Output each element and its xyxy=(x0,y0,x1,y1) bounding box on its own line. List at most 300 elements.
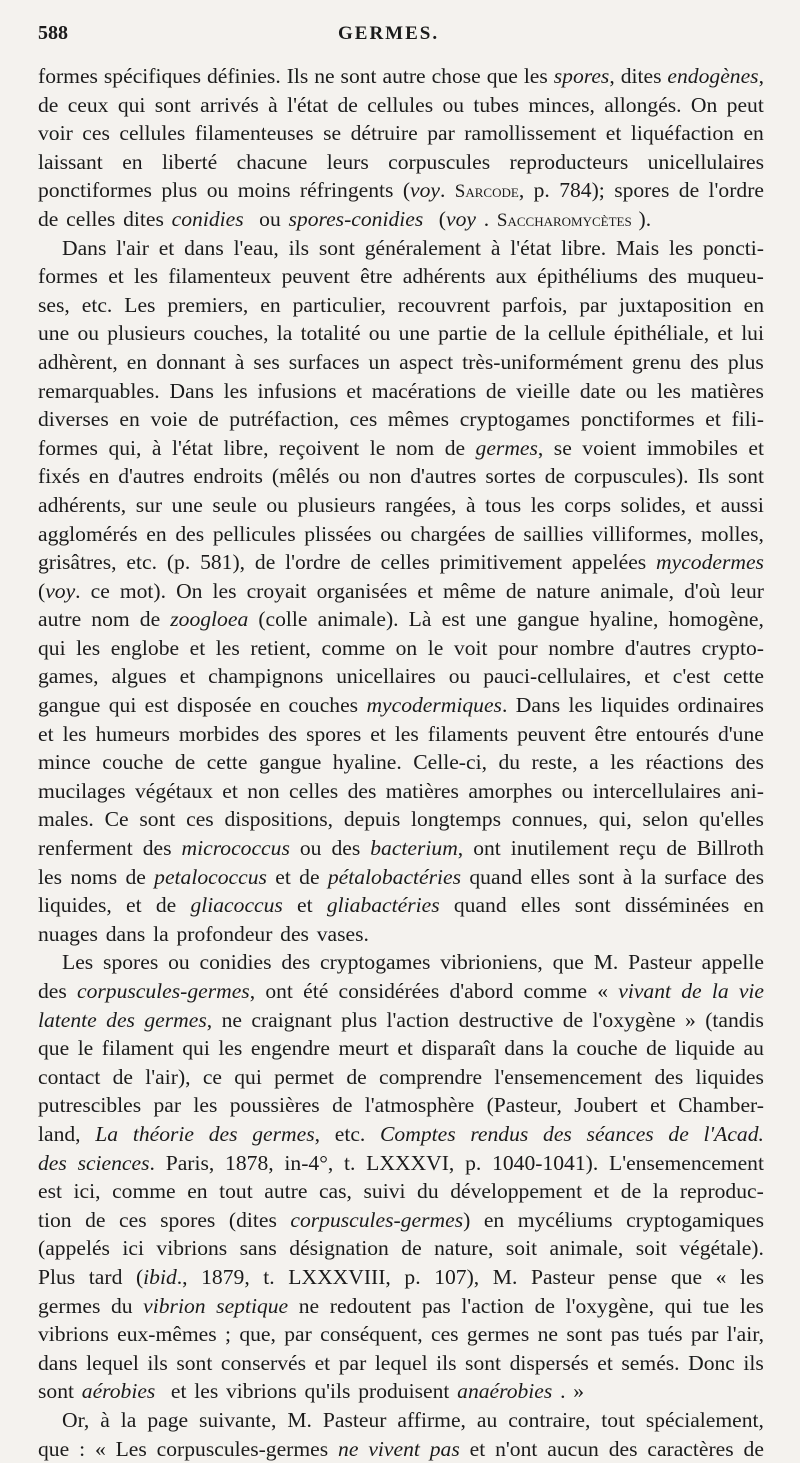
word: ont xyxy=(265,977,293,1006)
word: ils xyxy=(436,1349,456,1378)
word: unicellulaires xyxy=(648,148,764,177)
word: autre xyxy=(264,1177,307,1206)
word: corpuscules-germes) xyxy=(290,1206,470,1235)
word: solides, xyxy=(621,491,686,520)
text-line xyxy=(38,119,764,148)
word: plusieurs xyxy=(298,491,376,520)
word: 1040-1041). xyxy=(492,1149,598,1178)
word xyxy=(172,205,252,234)
word: à xyxy=(466,491,476,520)
word: et xyxy=(644,662,660,691)
word: Paris, xyxy=(166,1149,215,1178)
word: humeurs xyxy=(96,720,170,749)
word: libre. xyxy=(561,234,606,263)
word: sont xyxy=(465,1349,501,1378)
word: l'air, xyxy=(727,1320,764,1349)
word: peuvent xyxy=(517,720,585,749)
word: et xyxy=(417,577,433,606)
word: d'abord xyxy=(449,977,513,1006)
word: formes xyxy=(38,262,98,291)
word: vibrions xyxy=(226,1377,297,1406)
word: de xyxy=(646,1034,666,1063)
word: de xyxy=(140,605,160,634)
word xyxy=(681,977,701,1006)
word: tubes xyxy=(473,91,519,120)
word: endroits xyxy=(193,462,263,491)
word: des xyxy=(143,834,172,863)
word: arrivés xyxy=(200,91,259,120)
word: (Pasteur, xyxy=(487,1091,562,1120)
word: molles, xyxy=(701,520,764,549)
word: ou xyxy=(168,948,190,977)
word: » xyxy=(685,1006,696,1035)
word: pellicules xyxy=(213,520,296,549)
italic-text: petalococcus xyxy=(154,865,267,889)
word: date xyxy=(580,377,616,406)
word: ne xyxy=(299,1292,319,1321)
italic-text: Comptes xyxy=(380,1122,456,1146)
italic-text: anaérobies xyxy=(457,1379,552,1403)
word: à xyxy=(491,234,501,263)
word: engendre xyxy=(251,1034,330,1063)
word: désignation xyxy=(289,1234,389,1263)
word: sont xyxy=(728,462,764,491)
text-line xyxy=(38,977,764,1006)
italic-text: germes xyxy=(252,1122,314,1146)
word: On xyxy=(176,577,202,606)
word: les xyxy=(213,577,237,606)
word: en xyxy=(743,119,763,148)
word: ou xyxy=(449,662,471,691)
word: chacune xyxy=(237,148,308,177)
word: animale). xyxy=(318,605,399,634)
word: craignant xyxy=(251,1006,331,1035)
text-line xyxy=(38,377,764,406)
word: semés. xyxy=(621,1349,679,1378)
word: sont xyxy=(38,1377,74,1406)
word: reçoivent xyxy=(279,434,359,463)
text-line xyxy=(38,491,764,520)
word: nature, xyxy=(434,1234,493,1263)
word: land, xyxy=(38,1120,81,1149)
word: gangue xyxy=(38,691,100,720)
italic-text: spores-conidies xyxy=(289,207,424,231)
word: qui xyxy=(109,691,137,720)
text-line xyxy=(38,834,764,863)
word: en xyxy=(744,291,764,320)
italic-text: bacterium xyxy=(370,836,458,860)
word: couche xyxy=(576,1034,637,1063)
word: les xyxy=(531,491,555,520)
word: plissées xyxy=(304,520,371,549)
word: que xyxy=(553,948,584,977)
word: spores xyxy=(614,176,669,205)
word: même xyxy=(443,577,496,606)
text-line xyxy=(38,1149,764,1178)
word: filament xyxy=(102,1034,174,1063)
word: tout xyxy=(601,1406,635,1435)
word: de xyxy=(621,1177,641,1206)
word: immobiles xyxy=(647,434,738,463)
word: de xyxy=(255,548,275,577)
text-line xyxy=(38,805,764,834)
word: Pasteur xyxy=(628,948,692,977)
word: matières xyxy=(386,777,459,806)
word: ses xyxy=(253,348,279,377)
word: définies. xyxy=(207,62,281,91)
word xyxy=(368,1435,420,1463)
word: nombre xyxy=(548,634,614,663)
word: réactions xyxy=(646,748,724,777)
word: 1879, xyxy=(201,1263,250,1292)
word: etc. xyxy=(126,548,157,577)
word: muqueu- xyxy=(687,262,764,291)
word: et xyxy=(297,891,313,920)
word: de xyxy=(198,405,218,434)
word: (mêlés xyxy=(272,462,330,491)
word: ramollissement xyxy=(464,119,596,148)
word: qui xyxy=(234,1063,262,1092)
word: comme xyxy=(524,977,588,1006)
word: particulier, xyxy=(293,291,386,320)
word: réfringents xyxy=(300,176,394,205)
word: (colle xyxy=(258,605,307,634)
word xyxy=(328,863,461,892)
italic-text: vivent xyxy=(368,1437,420,1461)
word: germes xyxy=(38,1292,100,1321)
word: des xyxy=(175,520,204,549)
word: qui xyxy=(38,634,66,663)
italic-text: des xyxy=(38,1151,67,1175)
word: t. xyxy=(344,1149,355,1178)
word xyxy=(190,891,282,920)
word: tue xyxy=(703,1292,729,1321)
word: Billroth xyxy=(697,834,764,863)
word: destructive xyxy=(459,1006,554,1035)
text-line xyxy=(38,777,764,806)
word: et xyxy=(748,434,764,463)
word: et xyxy=(470,1435,486,1463)
word: vibrions xyxy=(156,1234,227,1263)
word: ou xyxy=(207,176,229,205)
word: la xyxy=(524,319,540,348)
word: sont xyxy=(176,1349,212,1378)
word: ces xyxy=(350,405,378,434)
word: Pasteur xyxy=(323,1406,387,1435)
italic-text: aérobies xyxy=(82,1379,156,1403)
word: le xyxy=(370,434,386,463)
word: pas xyxy=(611,1320,640,1349)
word: (voy. xyxy=(38,577,81,606)
word: agglomérés xyxy=(38,520,138,549)
word: ne xyxy=(314,62,334,91)
word: d'où xyxy=(684,577,720,606)
italic-text: latente xyxy=(38,1008,97,1032)
word: de xyxy=(401,1234,421,1263)
word: appelle xyxy=(702,948,764,977)
word xyxy=(106,1006,135,1035)
word: » xyxy=(573,1377,584,1406)
word: LXXXVI, xyxy=(366,1149,454,1178)
word: parfois, xyxy=(502,291,567,320)
word: la xyxy=(153,920,169,949)
word: en xyxy=(260,291,280,320)
italic-text: pas xyxy=(430,1437,460,1461)
word: généralement xyxy=(365,234,481,263)
word: spores xyxy=(103,948,158,977)
word: ont xyxy=(473,834,501,863)
italic-text: de xyxy=(668,1122,688,1146)
page-number: 588 xyxy=(38,22,338,45)
word: ou xyxy=(77,319,99,348)
word: celles xyxy=(66,205,115,234)
word: les xyxy=(218,1034,242,1063)
word: la xyxy=(552,1034,568,1063)
text-line xyxy=(38,1263,764,1292)
word: libre, xyxy=(224,434,269,463)
italic-text: gliabactéries xyxy=(327,893,440,917)
word: germes, xyxy=(476,434,544,463)
word: être xyxy=(594,720,626,749)
word: des xyxy=(281,948,310,977)
word: épithéliale, xyxy=(614,319,709,348)
word: ceux xyxy=(68,91,109,120)
word: de xyxy=(495,319,515,348)
word: développement xyxy=(450,1177,582,1206)
word: cette xyxy=(207,748,248,777)
italic-text: de xyxy=(681,979,701,1003)
word: appelées xyxy=(572,548,646,577)
word: plus xyxy=(161,176,197,205)
word: couches xyxy=(289,691,359,720)
word: et xyxy=(171,1377,187,1406)
word: n'ont xyxy=(495,1435,537,1463)
word: fixés xyxy=(38,462,80,491)
word: corpuscules-germes xyxy=(157,1435,329,1463)
word xyxy=(327,891,440,920)
word: seule xyxy=(212,491,256,520)
word: des xyxy=(268,720,297,749)
word: ils xyxy=(289,234,309,263)
word xyxy=(668,1120,688,1149)
word: Celle-ci, xyxy=(413,748,487,777)
word: non xyxy=(247,777,279,806)
word: formes xyxy=(38,434,98,463)
word: infusions xyxy=(257,377,336,406)
word: connues, xyxy=(512,805,588,834)
word: le xyxy=(78,1034,94,1063)
word: peuvent xyxy=(282,262,350,291)
word: vibrioniens, xyxy=(440,948,543,977)
word: ou xyxy=(266,491,288,520)
word: disparaît xyxy=(421,1034,495,1063)
word: cryptogamiques xyxy=(626,1206,764,1235)
word: dans xyxy=(38,1349,78,1378)
word: celles xyxy=(289,777,338,806)
word xyxy=(182,834,290,863)
italic-text: voy xyxy=(45,579,75,603)
word: organisées xyxy=(317,577,408,606)
word xyxy=(154,863,267,892)
word: contraire, xyxy=(508,1406,590,1435)
word: dans xyxy=(106,920,146,949)
word: 107), xyxy=(434,1263,479,1292)
word: ils xyxy=(147,1349,167,1378)
word: et xyxy=(222,777,238,806)
word: l'action xyxy=(387,1006,450,1035)
word: mycodermiques. xyxy=(366,691,507,720)
word: de xyxy=(38,91,58,120)
word: de xyxy=(350,548,370,577)
word: M. xyxy=(594,948,619,977)
italic-text: micrococcus xyxy=(182,836,290,860)
word: les xyxy=(38,863,62,892)
word: on xyxy=(396,634,418,663)
italic-text: ne xyxy=(338,1437,358,1461)
word: ou xyxy=(380,520,402,549)
word: se xyxy=(323,119,341,148)
word: champignons xyxy=(208,662,323,691)
word: cryptogames xyxy=(460,405,570,434)
word: pour xyxy=(498,634,538,663)
text-line xyxy=(38,434,764,463)
text-line xyxy=(38,605,764,634)
word: filamenteux xyxy=(168,262,271,291)
word: macérations xyxy=(372,377,476,406)
italic-text: voy xyxy=(446,207,476,231)
word: retient, xyxy=(250,634,311,663)
word: Dans xyxy=(170,377,214,406)
text-line xyxy=(38,720,764,749)
word: sont xyxy=(319,234,355,263)
word: page xyxy=(147,1406,188,1435)
word: Chamber- xyxy=(678,1091,764,1120)
italic-text: théorie xyxy=(133,1122,194,1146)
word: végétaux xyxy=(135,777,213,806)
word: germes, xyxy=(252,1120,320,1149)
word: du xyxy=(498,748,520,777)
word: l'ensemencement xyxy=(494,1063,642,1092)
text-line xyxy=(38,1120,764,1149)
italic-text: vibrion xyxy=(143,1294,205,1318)
word: aspect xyxy=(399,348,453,377)
word: reste, xyxy=(532,748,578,777)
word: anaérobies . xyxy=(457,1377,565,1406)
text-line xyxy=(38,62,764,91)
word: croyait xyxy=(247,577,307,606)
word: du xyxy=(417,1177,439,1206)
word: considérées xyxy=(339,977,440,1006)
italic-text: des xyxy=(106,1008,135,1032)
word: lequel xyxy=(375,1349,428,1378)
word: par xyxy=(691,1320,719,1349)
word: par xyxy=(339,1349,367,1378)
word: des xyxy=(38,977,67,1006)
word: germes xyxy=(467,1320,529,1349)
word: affirme, xyxy=(397,1406,466,1435)
word: grenu xyxy=(632,348,681,377)
word: laissant xyxy=(38,148,103,177)
word: saillies xyxy=(523,520,583,549)
word: l'état xyxy=(510,234,551,263)
word: caractères xyxy=(647,1435,733,1463)
word xyxy=(470,1120,528,1149)
word: sont xyxy=(341,62,377,91)
word: l'état xyxy=(172,434,213,463)
word: de xyxy=(38,205,58,234)
word: quand xyxy=(454,891,507,920)
word: l'état xyxy=(287,91,328,120)
word: de xyxy=(679,176,699,205)
word: le xyxy=(428,634,444,663)
word: rangées, xyxy=(385,491,456,520)
word: et xyxy=(717,319,733,348)
italic-text: mycodermiques xyxy=(366,693,502,717)
word: leurs xyxy=(327,148,369,177)
word: englobe xyxy=(111,634,179,663)
word: mycéliums xyxy=(518,1206,613,1235)
word: la xyxy=(277,319,293,348)
word: est xyxy=(442,605,466,634)
word: et xyxy=(180,662,196,691)
word: sont xyxy=(155,91,191,120)
word: ponctiformes xyxy=(581,405,695,434)
word: ; xyxy=(225,1320,231,1349)
page-body-text xyxy=(38,62,764,1463)
word: 581), xyxy=(200,548,245,577)
word: Donc xyxy=(688,1349,735,1378)
word xyxy=(82,1377,163,1406)
text-line xyxy=(38,1063,764,1092)
word: germes, xyxy=(144,1006,212,1035)
word: les xyxy=(395,720,419,749)
word: qu'elles xyxy=(699,805,764,834)
word: l'ordre xyxy=(285,548,340,577)
word: soit xyxy=(636,1234,667,1263)
word: ponctiformes xyxy=(38,176,152,205)
word: conidies xyxy=(200,948,272,977)
word: végétale). xyxy=(679,1234,764,1263)
word: qui, xyxy=(599,805,632,834)
word: que, xyxy=(239,1320,276,1349)
word: les xyxy=(193,1091,217,1120)
word: lui xyxy=(741,319,764,348)
word: juxtaposition xyxy=(619,291,732,320)
word: en xyxy=(127,348,147,377)
text-line xyxy=(38,1349,764,1378)
word: adhérents xyxy=(403,262,486,291)
word: totalité xyxy=(301,319,361,348)
word: Ils xyxy=(697,462,719,491)
word: des xyxy=(348,777,377,806)
word: animale, xyxy=(550,1234,624,1263)
word xyxy=(430,1435,460,1463)
word: aucun xyxy=(547,1435,599,1463)
word: de xyxy=(486,377,506,406)
italic-text: zoogloea xyxy=(170,607,248,631)
word: sont xyxy=(139,805,175,834)
word: du xyxy=(111,1292,133,1321)
word: l'ordre xyxy=(709,176,764,205)
word: Joubert xyxy=(574,1091,638,1120)
word: en xyxy=(89,462,109,491)
word: de xyxy=(563,1006,583,1035)
word: épithéliums xyxy=(537,262,638,291)
word: quand xyxy=(469,863,522,892)
word: et xyxy=(38,720,54,749)
word: Sarcode, xyxy=(455,176,524,205)
word: l'air xyxy=(116,234,149,263)
